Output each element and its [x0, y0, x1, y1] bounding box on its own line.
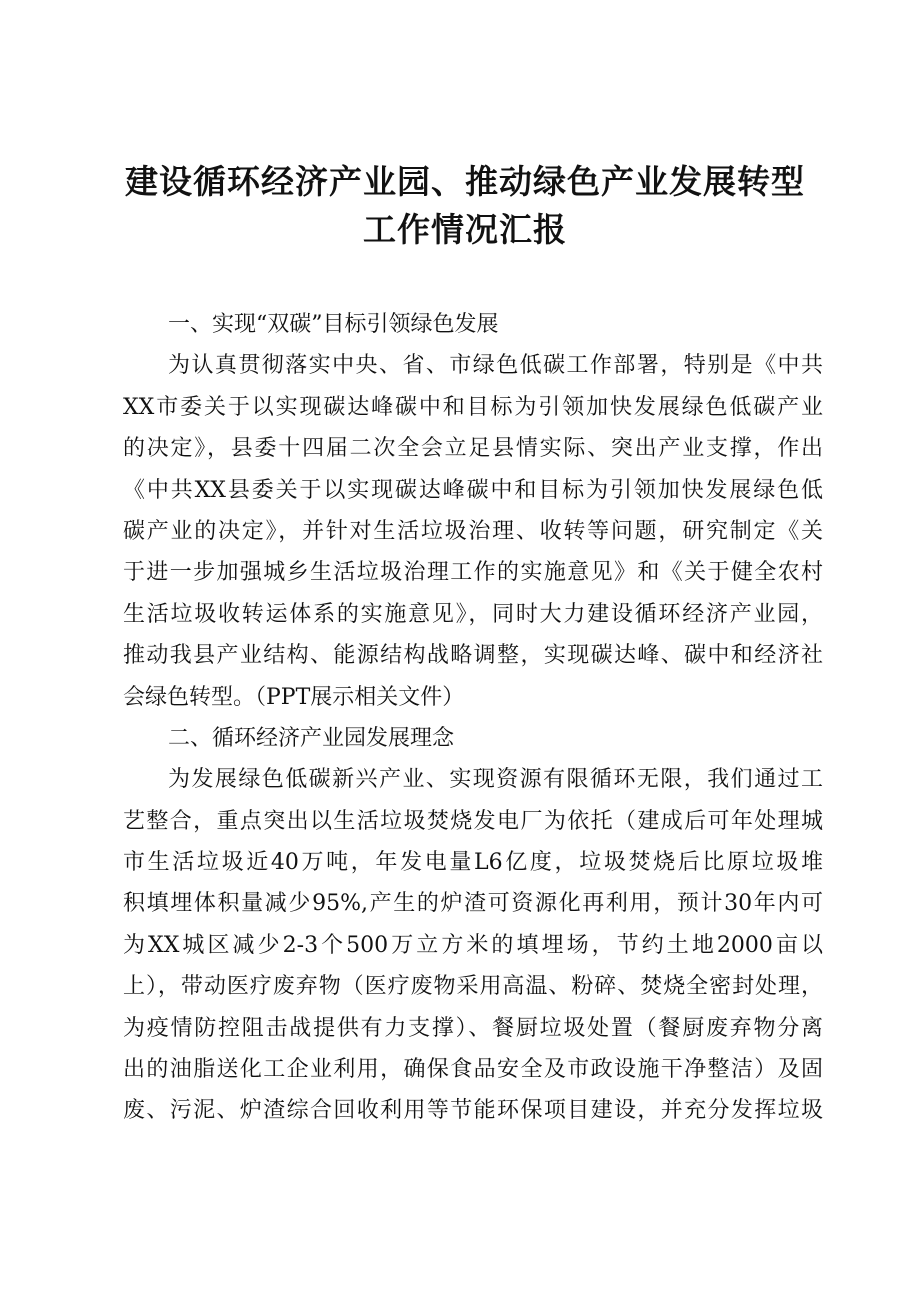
body-line: 上），带动医疗废弃物（医疗废物采用高温、粉碎、焚烧全密封处理，	[123, 974, 823, 1000]
section-heading-2: 二、循环经济产业园发展理念	[168, 725, 455, 751]
body-line: 于进一步加强城乡生活垃圾治理工作的实施意见》和《关于健全农村	[123, 560, 823, 586]
body-line: 推动我县产业结构、能源结构战略调整，实现碳达峰、碳中和经济社	[123, 643, 823, 669]
document-title-line-1: 建设循环经济产业园、推动绿色产业发展转型	[125, 162, 805, 201]
body-line: 为发展绿色低碳新兴产业、实现资源有限循环无限，我们通过工	[168, 767, 823, 793]
document-title-line-2: 工作情况汇报	[363, 210, 567, 249]
body-line: 积填埋体积量减少95%,产生的炉渣可资源化再利用，预计30年内可	[123, 891, 823, 917]
body-line: 为疫情防控阻击战提供有力支撑）、餐厨垃圾处置（餐厨废弃物分离	[123, 1015, 823, 1041]
body-line: 为认真贯彻落实中央、省、市绿色低碳工作部署，特别是《中共	[168, 353, 823, 379]
body-line: 碳产业的决定》，并针对生活垃圾治理、收转等问题，研究制定《关	[123, 518, 823, 544]
document-body	[123, 304, 823, 1132]
body-line: 废、污泥、炉渣综合回收利用等节能环保项目建设，并充分发挥垃圾	[123, 1098, 823, 1124]
body-line: 《中共XX县委关于以实现碳达峰碳中和目标为引领加快发展绿色低	[123, 477, 823, 503]
body-line: 出的油脂送化工企业利用，确保食品安全及市政设施干净整洁）及固	[123, 1057, 823, 1083]
body-line: 会绿色转型。（PPT展示相关文件）	[123, 684, 465, 710]
body-line: 艺整合，重点突出以生活垃圾焚烧发电厂为依托（建成后可年处理城	[123, 808, 823, 834]
body-line: 为XX城区减少2-3个500万立方米的填埋场，节约土地2000亩以	[123, 932, 823, 958]
section-heading-1: 一、实现“双碳”目标引领绿色发展	[168, 312, 499, 337]
body-line: XX市委关于以实现碳达峰碳中和目标为引领加快发展绿色低碳产业	[123, 394, 823, 420]
body-line: 的决定》，县委十四届二次全会立足县情实际、突出产业支撑，作出	[123, 436, 823, 462]
body-line: 生活垃圾收转运体系的实施意见》，同时大力建设循环经济产业园，	[123, 601, 823, 627]
body-line: 市生活垃圾近40万吨，年发电量L6亿度，垃圾焚烧后比原垃圾堆	[123, 850, 823, 876]
